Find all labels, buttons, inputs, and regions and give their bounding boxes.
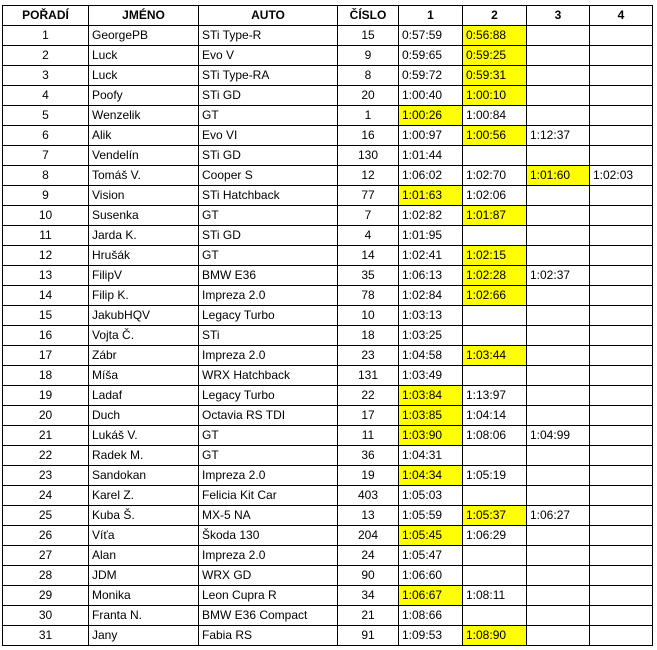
- cell-lap-4: [590, 286, 653, 306]
- cell-car: STi Type-R: [199, 26, 338, 46]
- cell-rank: 10: [3, 206, 89, 226]
- cell-name: JDM: [89, 566, 199, 586]
- cell-rank: 1: [3, 26, 89, 46]
- cell-car: GT: [199, 446, 338, 466]
- cell-lap-1: 1:06:02: [399, 166, 463, 186]
- cell-name: Vojta Č.: [89, 326, 199, 346]
- table-row: [3, 186, 653, 206]
- table-row: [3, 406, 653, 426]
- cell-lap-2: 1:08:06: [463, 426, 527, 446]
- cell-lap-2: 0:59:25: [463, 46, 527, 66]
- cell-number: 131: [338, 366, 399, 386]
- cell-lap-4: [590, 346, 653, 366]
- cell-rank: 20: [3, 406, 89, 426]
- cell-lap-2: 1:02:70: [463, 166, 527, 186]
- cell-lap-1: 1:03:90: [399, 426, 463, 446]
- cell-lap-2: 1:02:15: [463, 246, 527, 266]
- cell-name: Radek M.: [89, 446, 199, 466]
- table-row: [3, 286, 653, 306]
- cell-name: JakubHQV: [89, 306, 199, 326]
- cell-number: 20: [338, 86, 399, 106]
- header-car: AUTO: [199, 6, 338, 26]
- cell-rank: 22: [3, 446, 89, 466]
- cell-lap-1: 0:59:72: [399, 66, 463, 86]
- cell-lap-2: 1:05:37: [463, 506, 527, 526]
- cell-lap-1: 0:57:59: [399, 26, 463, 46]
- cell-lap-4: [590, 226, 653, 246]
- results-table: [2, 5, 653, 646]
- cell-car: Impreza 2.0: [199, 346, 338, 366]
- table-row: [3, 106, 653, 126]
- cell-lap-4: [590, 546, 653, 566]
- cell-rank: 16: [3, 326, 89, 346]
- cell-number: 22: [338, 386, 399, 406]
- header-lap-4: 4: [590, 6, 653, 26]
- cell-car: GT: [199, 106, 338, 126]
- cell-lap-3: [527, 246, 590, 266]
- table-row: [3, 626, 653, 646]
- cell-lap-2: 1:02:06: [463, 186, 527, 206]
- cell-lap-3: [527, 626, 590, 646]
- cell-name: Víťa: [89, 526, 199, 546]
- cell-car: STi Type-RA: [199, 66, 338, 86]
- cell-lap-3: [527, 446, 590, 466]
- cell-car: Felicia Kit Car: [199, 486, 338, 506]
- cell-number: 35: [338, 266, 399, 286]
- cell-rank: 27: [3, 546, 89, 566]
- cell-lap-2: 1:02:66: [463, 286, 527, 306]
- cell-number: 13: [338, 506, 399, 526]
- header-number: ČÍSLO: [338, 6, 399, 26]
- cell-lap-2: 0:56:88: [463, 26, 527, 46]
- cell-car: Cooper S: [199, 166, 338, 186]
- cell-lap-4: [590, 326, 653, 346]
- cell-lap-3: [527, 106, 590, 126]
- table-row: [3, 546, 653, 566]
- table-row: [3, 506, 653, 526]
- cell-lap-3: [527, 146, 590, 166]
- cell-lap-4: [590, 146, 653, 166]
- cell-number: 8: [338, 66, 399, 86]
- cell-car: STi Hatchback: [199, 186, 338, 206]
- cell-lap-1: 1:02:41: [399, 246, 463, 266]
- cell-name: Franta N.: [89, 606, 199, 626]
- cell-rank: 24: [3, 486, 89, 506]
- cell-number: 7: [338, 206, 399, 226]
- cell-name: Tomáš V.: [89, 166, 199, 186]
- cell-lap-2: 1:00:84: [463, 106, 527, 126]
- cell-car: Legacy Turbo: [199, 386, 338, 406]
- cell-name: Luck: [89, 66, 199, 86]
- cell-number: 14: [338, 246, 399, 266]
- cell-lap-3: [527, 606, 590, 626]
- cell-car: Legacy Turbo: [199, 306, 338, 326]
- cell-lap-2: 1:04:14: [463, 406, 527, 426]
- cell-rank: 21: [3, 426, 89, 446]
- cell-number: 21: [338, 606, 399, 626]
- cell-lap-3: 1:02:37: [527, 266, 590, 286]
- cell-car: Fabia RS: [199, 626, 338, 646]
- cell-car: Leon Cupra R: [199, 586, 338, 606]
- cell-lap-2: [463, 546, 527, 566]
- cell-rank: 12: [3, 246, 89, 266]
- cell-lap-2: [463, 306, 527, 326]
- cell-lap-1: 1:05:03: [399, 486, 463, 506]
- cell-lap-3: [527, 486, 590, 506]
- cell-lap-4: 1:02:03: [590, 166, 653, 186]
- cell-lap-1: 1:04:58: [399, 346, 463, 366]
- cell-car: Impreza 2.0: [199, 546, 338, 566]
- cell-number: 24: [338, 546, 399, 566]
- cell-number: 91: [338, 626, 399, 646]
- cell-lap-1: 1:09:53: [399, 626, 463, 646]
- cell-rank: 26: [3, 526, 89, 546]
- cell-lap-2: [463, 326, 527, 346]
- cell-lap-2: 1:02:28: [463, 266, 527, 286]
- cell-rank: 31: [3, 626, 89, 646]
- table-row: [3, 566, 653, 586]
- cell-lap-1: 1:06:13: [399, 266, 463, 286]
- cell-lap-3: [527, 346, 590, 366]
- cell-rank: 17: [3, 346, 89, 366]
- cell-car: STi GD: [199, 226, 338, 246]
- cell-rank: 6: [3, 126, 89, 146]
- cell-name: Alik: [89, 126, 199, 146]
- cell-lap-1: 1:01:63: [399, 186, 463, 206]
- cell-name: Poofy: [89, 86, 199, 106]
- cell-name: Kuba Š.: [89, 506, 199, 526]
- cell-name: FilipV: [89, 266, 199, 286]
- cell-lap-4: [590, 526, 653, 546]
- table-row: [3, 466, 653, 486]
- cell-number: 12: [338, 166, 399, 186]
- cell-lap-3: [527, 406, 590, 426]
- cell-number: 4: [338, 226, 399, 246]
- cell-lap-3: 1:12:37: [527, 126, 590, 146]
- cell-name: Susenka: [89, 206, 199, 226]
- cell-number: 15: [338, 26, 399, 46]
- cell-lap-4: [590, 506, 653, 526]
- table-row: [3, 346, 653, 366]
- cell-lap-4: [590, 206, 653, 226]
- cell-lap-2: [463, 366, 527, 386]
- cell-lap-3: [527, 46, 590, 66]
- table-row: [3, 326, 653, 346]
- cell-lap-3: [527, 186, 590, 206]
- cell-number: 16: [338, 126, 399, 146]
- cell-lap-2: 1:08:11: [463, 586, 527, 606]
- cell-lap-2: 1:06:29: [463, 526, 527, 546]
- cell-rank: 25: [3, 506, 89, 526]
- cell-rank: 29: [3, 586, 89, 606]
- table-row: [3, 86, 653, 106]
- cell-rank: 23: [3, 466, 89, 486]
- cell-lap-2: [463, 226, 527, 246]
- cell-lap-2: 1:01:87: [463, 206, 527, 226]
- cell-rank: 19: [3, 386, 89, 406]
- cell-number: 36: [338, 446, 399, 466]
- cell-lap-4: [590, 106, 653, 126]
- cell-lap-1: 1:03:84: [399, 386, 463, 406]
- cell-lap-4: [590, 306, 653, 326]
- cell-lap-3: [527, 366, 590, 386]
- cell-car: GT: [199, 426, 338, 446]
- cell-name: Karel Z.: [89, 486, 199, 506]
- cell-name: Monika: [89, 586, 199, 606]
- cell-lap-1: 1:05:59: [399, 506, 463, 526]
- cell-lap-4: [590, 486, 653, 506]
- cell-lap-4: [590, 366, 653, 386]
- table-row: [3, 366, 653, 386]
- cell-rank: 11: [3, 226, 89, 246]
- cell-lap-3: 1:04:99: [527, 426, 590, 446]
- cell-rank: 7: [3, 146, 89, 166]
- table-row: [3, 386, 653, 406]
- cell-lap-1: 1:02:82: [399, 206, 463, 226]
- cell-rank: 3: [3, 66, 89, 86]
- table-row: [3, 166, 653, 186]
- cell-lap-3: [527, 226, 590, 246]
- cell-lap-2: 1:03:44: [463, 346, 527, 366]
- cell-lap-1: 1:00:26: [399, 106, 463, 126]
- table-row: [3, 66, 653, 86]
- cell-lap-1: 1:04:31: [399, 446, 463, 466]
- cell-lap-3: [527, 26, 590, 46]
- header-row: [3, 6, 653, 26]
- cell-lap-4: [590, 386, 653, 406]
- table-row: [3, 586, 653, 606]
- table-row: [3, 486, 653, 506]
- cell-lap-1: 1:03:49: [399, 366, 463, 386]
- cell-rank: 5: [3, 106, 89, 126]
- table-row: [3, 226, 653, 246]
- cell-lap-1: 1:03:25: [399, 326, 463, 346]
- cell-lap-1: 1:03:13: [399, 306, 463, 326]
- cell-lap-1: 1:00:40: [399, 86, 463, 106]
- cell-rank: 8: [3, 166, 89, 186]
- header-rank: POŘADÍ: [3, 6, 89, 26]
- cell-car: Evo V: [199, 46, 338, 66]
- cell-name: Luck: [89, 46, 199, 66]
- cell-lap-2: [463, 566, 527, 586]
- cell-lap-2: 1:05:19: [463, 466, 527, 486]
- cell-lap-3: 1:06:27: [527, 506, 590, 526]
- cell-name: Míša: [89, 366, 199, 386]
- cell-lap-2: 0:59:31: [463, 66, 527, 86]
- table-row: [3, 246, 653, 266]
- cell-lap-4: [590, 586, 653, 606]
- header-name: JMÉNO: [89, 6, 199, 26]
- cell-lap-1: 1:05:47: [399, 546, 463, 566]
- cell-lap-1: 1:03:85: [399, 406, 463, 426]
- cell-lap-2: [463, 146, 527, 166]
- cell-name: Duch: [89, 406, 199, 426]
- cell-name: Jarda K.: [89, 226, 199, 246]
- cell-lap-3: [527, 66, 590, 86]
- table-row: [3, 146, 653, 166]
- cell-lap-2: [463, 606, 527, 626]
- cell-name: Alan: [89, 546, 199, 566]
- cell-lap-2: [463, 446, 527, 466]
- cell-lap-4: [590, 606, 653, 626]
- table-row: [3, 126, 653, 146]
- cell-lap-4: [590, 186, 653, 206]
- cell-number: 9: [338, 46, 399, 66]
- cell-lap-4: [590, 246, 653, 266]
- table-row: [3, 426, 653, 446]
- cell-lap-1: 0:59:65: [399, 46, 463, 66]
- cell-car: STi GD: [199, 86, 338, 106]
- table-row: [3, 46, 653, 66]
- header-lap-1: 1: [399, 6, 463, 26]
- cell-lap-3: [527, 206, 590, 226]
- table-row: [3, 206, 653, 226]
- cell-lap-1: 1:04:34: [399, 466, 463, 486]
- cell-number: 90: [338, 566, 399, 586]
- cell-rank: 9: [3, 186, 89, 206]
- cell-lap-3: [527, 326, 590, 346]
- cell-car: Škoda 130: [199, 526, 338, 546]
- cell-name: GeorgePB: [89, 26, 199, 46]
- cell-name: Ladaf: [89, 386, 199, 406]
- cell-lap-4: [590, 266, 653, 286]
- cell-lap-3: 1:01:60: [527, 166, 590, 186]
- cell-number: 19: [338, 466, 399, 486]
- cell-number: 23: [338, 346, 399, 366]
- cell-rank: 2: [3, 46, 89, 66]
- header-lap-2: 2: [463, 6, 527, 26]
- table-row: [3, 306, 653, 326]
- table-row: [3, 26, 653, 46]
- cell-rank: 28: [3, 566, 89, 586]
- cell-lap-3: [527, 86, 590, 106]
- cell-lap-3: [527, 586, 590, 606]
- cell-rank: 30: [3, 606, 89, 626]
- cell-number: 204: [338, 526, 399, 546]
- cell-rank: 15: [3, 306, 89, 326]
- table-row: [3, 606, 653, 626]
- cell-name: Wenzelik: [89, 106, 199, 126]
- header-lap-3: 3: [527, 6, 590, 26]
- cell-number: 34: [338, 586, 399, 606]
- cell-lap-3: [527, 386, 590, 406]
- cell-lap-2: [463, 486, 527, 506]
- cell-car: Impreza 2.0: [199, 286, 338, 306]
- cell-lap-2: 1:00:10: [463, 86, 527, 106]
- cell-lap-4: [590, 566, 653, 586]
- cell-lap-1: 1:00:97: [399, 126, 463, 146]
- cell-lap-4: [590, 626, 653, 646]
- cell-car: WRX Hatchback: [199, 366, 338, 386]
- cell-lap-3: [527, 526, 590, 546]
- cell-car: GT: [199, 206, 338, 226]
- cell-number: 11: [338, 426, 399, 446]
- table-row: [3, 446, 653, 466]
- cell-lap-1: 1:01:95: [399, 226, 463, 246]
- cell-lap-4: [590, 446, 653, 466]
- cell-car: BMW E36 Compact: [199, 606, 338, 626]
- cell-lap-4: [590, 406, 653, 426]
- cell-lap-4: [590, 66, 653, 86]
- cell-name: Jany: [89, 626, 199, 646]
- cell-lap-1: 1:01:44: [399, 146, 463, 166]
- cell-car: Impreza 2.0: [199, 466, 338, 486]
- cell-name: Lukáš V.: [89, 426, 199, 446]
- cell-lap-3: [527, 566, 590, 586]
- cell-lap-1: 1:05:45: [399, 526, 463, 546]
- cell-number: 130: [338, 146, 399, 166]
- cell-lap-4: [590, 26, 653, 46]
- cell-lap-4: [590, 46, 653, 66]
- cell-rank: 13: [3, 266, 89, 286]
- cell-car: BMW E36: [199, 266, 338, 286]
- cell-lap-2: 1:13:97: [463, 386, 527, 406]
- cell-lap-1: 1:06:60: [399, 566, 463, 586]
- cell-lap-2: 1:00:56: [463, 126, 527, 146]
- cell-lap-3: [527, 286, 590, 306]
- cell-name: Sandokan: [89, 466, 199, 486]
- cell-rank: 18: [3, 366, 89, 386]
- cell-car: STi: [199, 326, 338, 346]
- cell-number: 18: [338, 326, 399, 346]
- cell-lap-4: [590, 426, 653, 446]
- cell-lap-3: [527, 306, 590, 326]
- cell-number: 78: [338, 286, 399, 306]
- cell-lap-4: [590, 466, 653, 486]
- cell-rank: 4: [3, 86, 89, 106]
- table-row: [3, 526, 653, 546]
- table-row: [3, 266, 653, 286]
- cell-number: 403: [338, 486, 399, 506]
- cell-number: 17: [338, 406, 399, 426]
- cell-number: 1: [338, 106, 399, 126]
- cell-lap-3: [527, 466, 590, 486]
- cell-rank: 14: [3, 286, 89, 306]
- cell-car: MX-5 NA: [199, 506, 338, 526]
- cell-car: STi GD: [199, 146, 338, 166]
- cell-car: Evo VI: [199, 126, 338, 146]
- cell-car: Octavia RS TDI: [199, 406, 338, 426]
- cell-lap-2: 1:08:90: [463, 626, 527, 646]
- cell-name: Filip K.: [89, 286, 199, 306]
- cell-name: Vision: [89, 186, 199, 206]
- cell-name: Vendelín: [89, 146, 199, 166]
- cell-number: 10: [338, 306, 399, 326]
- cell-lap-4: [590, 86, 653, 106]
- cell-lap-1: 1:06:67: [399, 586, 463, 606]
- cell-lap-4: [590, 126, 653, 146]
- cell-lap-1: 1:08:66: [399, 606, 463, 626]
- cell-car: WRX GD: [199, 566, 338, 586]
- cell-name: Hrušák: [89, 246, 199, 266]
- cell-lap-1: 1:02:84: [399, 286, 463, 306]
- cell-number: 77: [338, 186, 399, 206]
- cell-lap-3: [527, 546, 590, 566]
- cell-car: GT: [199, 246, 338, 266]
- cell-name: Zábr: [89, 346, 199, 366]
